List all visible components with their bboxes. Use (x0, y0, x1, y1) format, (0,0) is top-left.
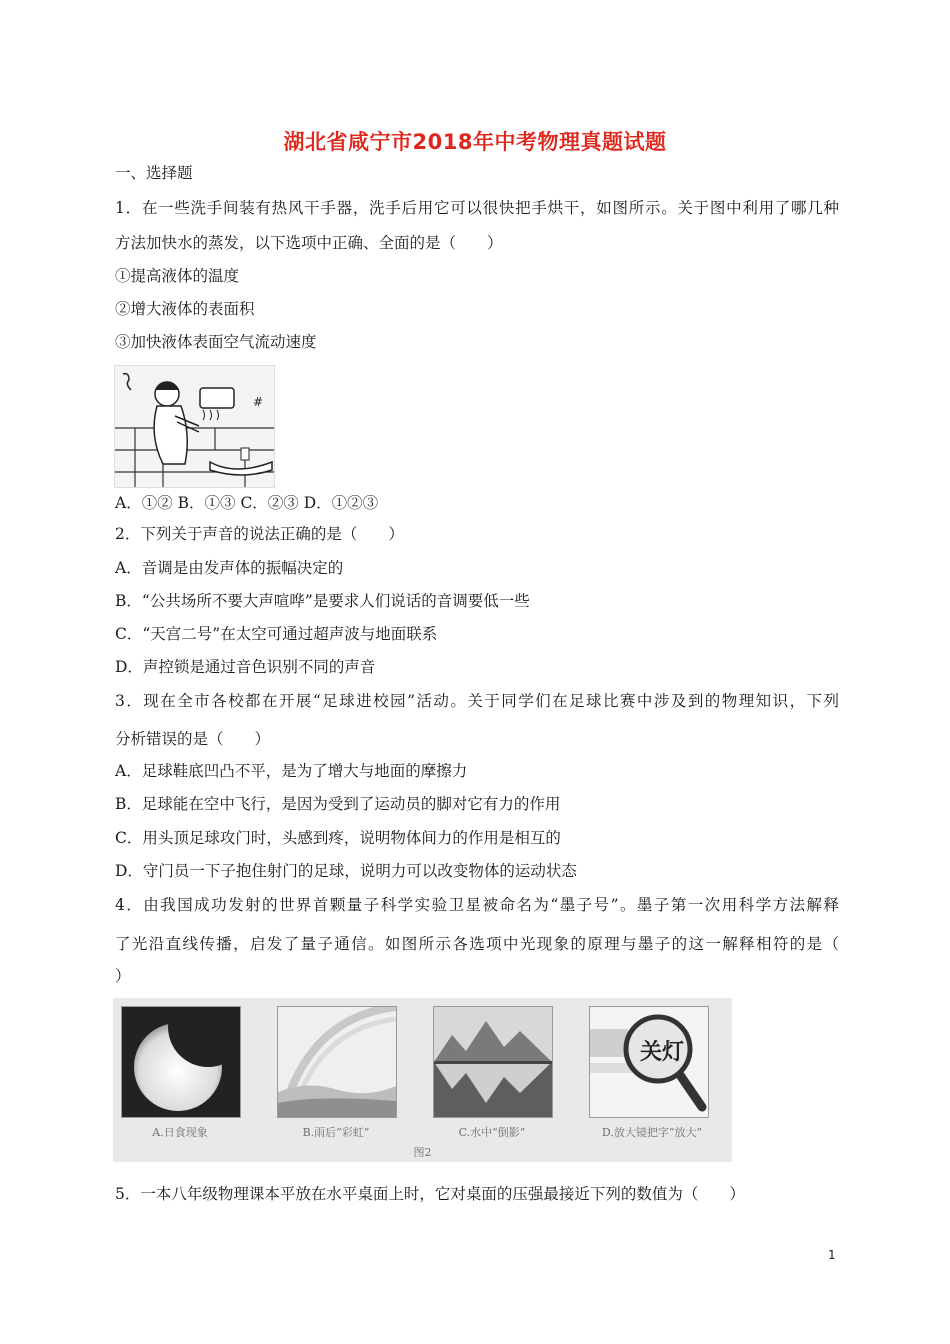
q1-stem-line2: 方法加快水的蒸发，以下选项中正确、全面的是（ ） (115, 234, 503, 252)
light-phenomena-figure (113, 998, 732, 1162)
q1-options: A．①② B．①③ C．②③ D．①②③ (115, 494, 379, 512)
q2-option-c: C．“天宫二号”在太空可通过超声波与地面联系 (115, 625, 438, 643)
page-title: 湖北省咸宁市2018年中考物理真题试题 (283, 130, 667, 154)
svg-text:#: # (253, 395, 264, 409)
magnified-sign-text: 关灯 (640, 1040, 685, 1065)
q3-option-a: A．足球鞋底凹凸不平，是为了增大与地面的摩擦力 (115, 762, 468, 780)
q2-option-a: A．音调是由发声体的振幅决定的 (115, 559, 344, 577)
hand-dryer-drawing (115, 366, 274, 487)
q1-stem-line1: 1．在一些洗手间装有热风干手器，洗手后用它可以很快把手烘干，如图所示。关于图中利用了哪几种 (115, 199, 839, 217)
caption-b: B.雨后“彩虹” (302, 1126, 370, 1139)
page-number: 1 (828, 1248, 836, 1262)
q1-item-2: ②增大液体的表面积 (115, 300, 255, 318)
rainbow-photo (277, 1006, 397, 1118)
q4-stem-line3: ） (115, 967, 131, 985)
q4-stem-line2: 了光沿直线传播，启发了量子通信。如图所示各选项中光现象的原理与墨子的这一解释相符的是（ (115, 935, 839, 953)
caption-d: D.放大镜把字“放大” (601, 1126, 703, 1139)
hand-dryer-illustration (114, 365, 275, 488)
q3-option-d: D．守门员一下子抱住射门的足球，说明力可以改变物体的运动状态 (115, 862, 577, 880)
caption-a: A.日食现象 (152, 1126, 208, 1139)
q2-stem: 2．下列关于声音的说法正确的是（ ） (115, 525, 404, 543)
q3-option-c: C．用头顶足球攻门时，头感到疼，说明物体间力的作用是相互的 (115, 829, 561, 847)
reflection-photo (433, 1006, 553, 1118)
q5-stem: 5．一本八年级物理课本平放在水平桌面上时，它对桌面的压强最接近下列的数值为（ ） (115, 1185, 745, 1203)
q4-stem-line1: 4．由我国成功发射的世界首颗量子科学实验卫星被命名为“墨子号”。墨子第一次用科学方法解释 (115, 896, 839, 914)
caption-c: C.水中“倒影” (458, 1126, 526, 1139)
q2-option-d: D．声控锁是通过音色识别不同的声音 (115, 658, 376, 676)
q1-item-1: ①提高液体的温度 (115, 267, 240, 285)
figure-label: 图2 (413, 1146, 432, 1159)
q1-item-3: ③加快液体表面空气流动速度 (115, 333, 317, 351)
eclipse-photo (121, 1006, 241, 1118)
q3-stem-line1: 3．现在全市各校都在开展“足球进校园”活动。关于同学们在足球比赛中涉及到的物理知识，下列 (115, 692, 839, 710)
q3-option-b: B．足球能在空中飞行，是因为受到了运动员的脚对它有力的作用 (115, 795, 561, 813)
q3-stem-line2: 分析错误的是（ ） (115, 730, 271, 748)
section-heading: 一、选择题 (115, 164, 193, 182)
q2-option-b: B．“公共场所不要大声喧哗”是要求人们说话的音调要低一些 (115, 592, 530, 610)
magnifier-photo (589, 1006, 709, 1118)
